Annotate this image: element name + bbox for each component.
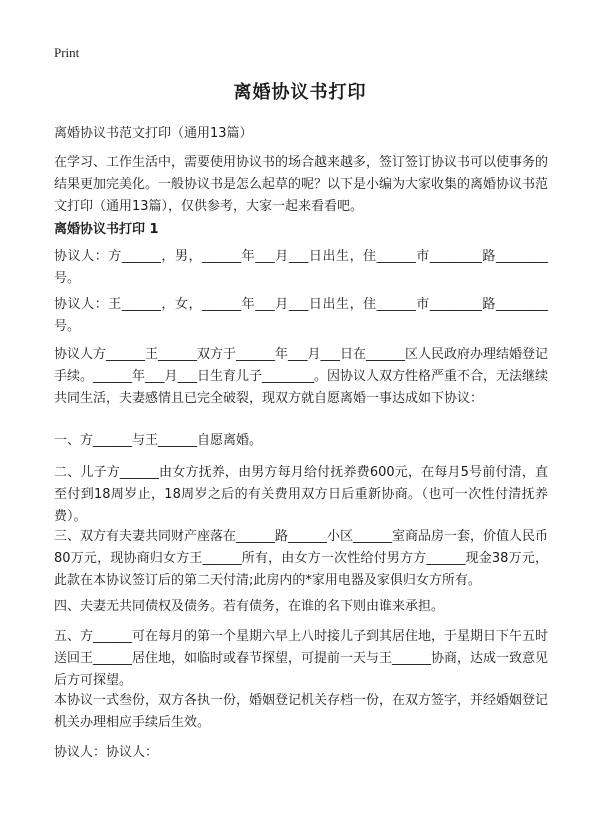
intro-paragraph: 在学习、工作生活中，需要使用协议书的场合越来越多，签订签订协议书可以使事务的结果更加完美化。一般协议书是怎么起草的呢？以下是小编为大家收集的离婚协议书范文打印（通用13篇），仅供参考，大家一起来看看吧。 [54, 155, 549, 214]
clause-3-paragraph: 三、双方有夫妻共同财产座落在______路______小区______室商品房一套，价值人民币80万元，现协商归女方王______所有，由女方一次性给付男方方______现金38万元，此款在本协议签订后的第二天付清;此房内的*家用电器及家俱归女方所有。 [54, 529, 549, 588]
document-title: 离婚协议书打印 [233, 82, 367, 103]
clause-5-paragraph: 五、方______可在每月的第一个星期六早上八时接儿子到其居住地，于星期日下午五时送回王______居住地，如临时或春节探望，可提前一天与王______协商，达成一致意见后方可探望。 [54, 629, 549, 688]
clause-2-paragraph: 二、儿子方______由女方抚养，由男方每月给付抚养费600元，在每月5号前付清，直至付到18周岁止，18周岁之后的有关费用双方日后重新协商。（也可一次性付清抚养费）。 [54, 465, 548, 524]
document-subtitle: 离婚协议书范文打印（通用13篇） [54, 126, 253, 141]
clause-1-paragraph: 一、方______与王______自愿离婚。 [54, 433, 263, 448]
party-b-paragraph: 协议人：王______，女，______年___月___日出生，住______市________路________号。 [54, 297, 548, 334]
effect-paragraph: 本协议一式叁份，双方各执一份，婚姻登记机关存档一份，在双方签字，并经婚姻登记机关办理相应手续后生效。 [54, 693, 549, 730]
marriage-paragraph: 协议人方______王______双方于______年___月___日在______区人民政府办理结婚登记手续。______年___月___日生育儿子________。因协议人双方性格严重不合，无法继续共同生活，夫妻感情且已完全破裂，现双方就自愿离婚一事达成如下协议： [54, 347, 549, 406]
print-link[interactable]: Print [54, 45, 80, 60]
party-a-paragraph: 协议人：方______，男，______年___月___日出生，住______市________路________号。 [54, 249, 548, 286]
section-heading: 离婚协议书打印 1 [54, 222, 159, 237]
clause-4-paragraph: 四、夫妻无共同债权及债务。若有债务，在谁的名下则由谁来承担。 [54, 599, 445, 614]
signature-line: 协议人：协议人： [54, 745, 159, 760]
